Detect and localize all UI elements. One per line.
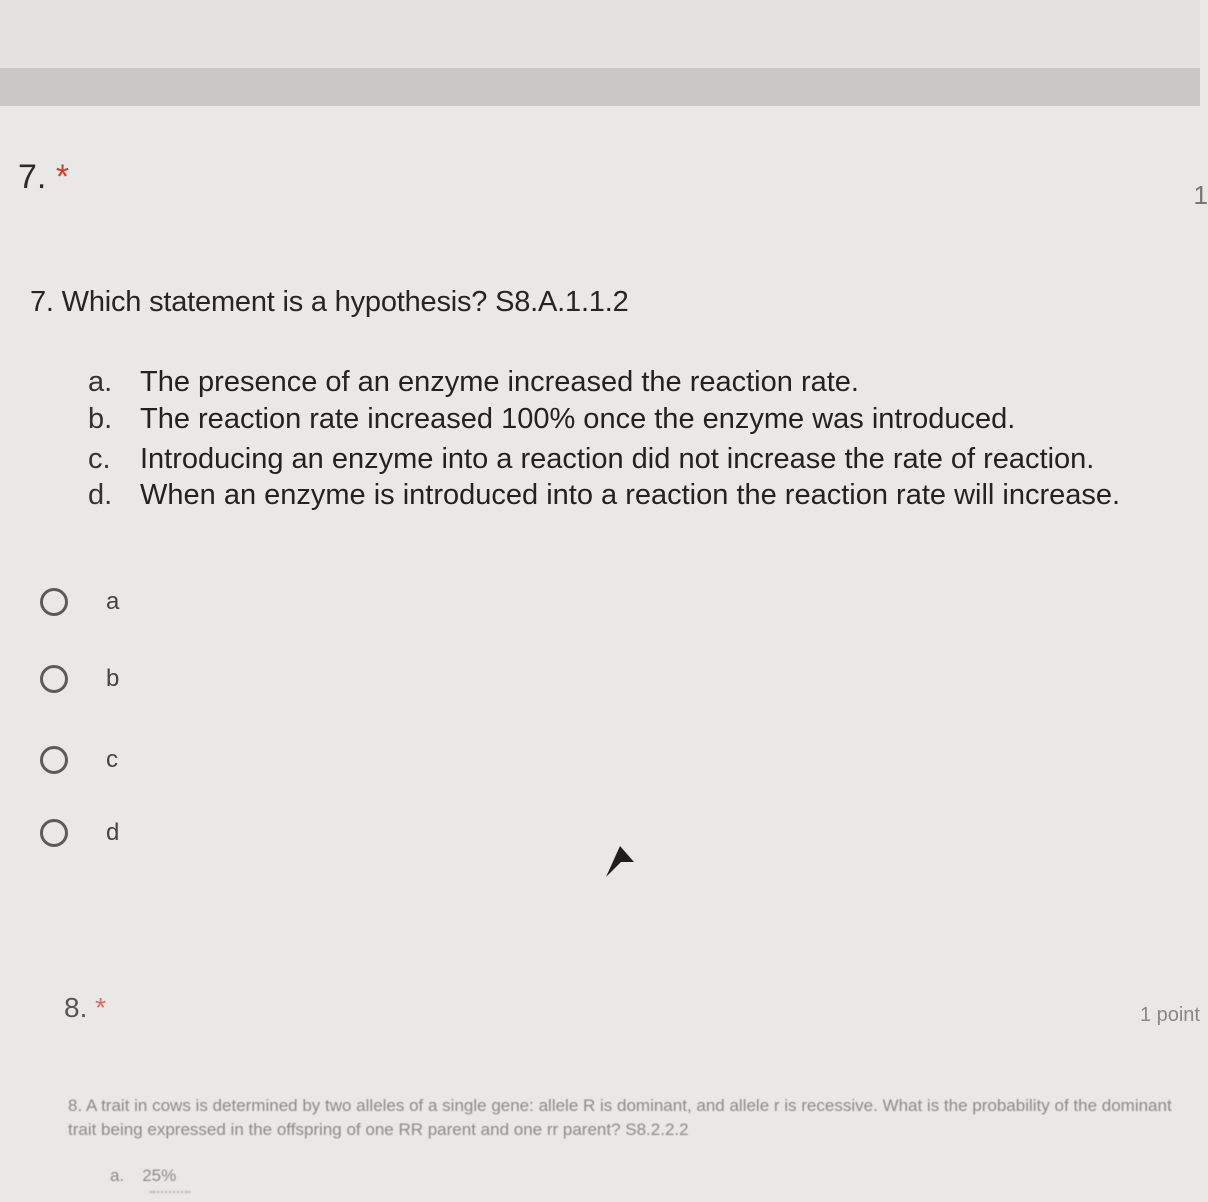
statement-b-letter: b. <box>88 403 113 435</box>
question-8-statement-a-text: 25% <box>142 1166 177 1185</box>
question-8-number <box>64 992 106 1024</box>
question-8-statement-a-letter: a. <box>110 1166 125 1185</box>
page-top-area <box>0 0 1200 68</box>
answer-option-d-label: d <box>106 819 120 846</box>
radio-button-a[interactable] <box>40 588 68 616</box>
answer-option-a[interactable] <box>40 582 119 622</box>
radio-button-b[interactable] <box>40 665 68 693</box>
answer-option-b[interactable] <box>40 659 119 699</box>
question-8-text: 8. A trait in cows is determined by two alleles of a single gene: allele R is dominant, and allele r is recessive. What is the probability of the dominant trait being expressed in the offspring of one RR parent and one rr parent? S8.2.2.2 <box>68 1096 1172 1139</box>
answer-option-c[interactable] <box>40 740 118 780</box>
answer-option-b-label: b <box>106 665 120 692</box>
statement-a-text: The presence of an enzyme increased the reaction rate. <box>140 366 859 398</box>
statement-c-text: Introducing an enzyme into a reaction did not increase the rate of reaction. <box>140 443 1095 475</box>
question-7-points: 1 <box>1193 180 1208 210</box>
question-7-title: 7. Which statement is a hypothesis? S8.A.1.1.2 <box>30 286 629 318</box>
answer-option-a-label: a <box>106 588 120 615</box>
form-header-bar <box>0 68 1200 106</box>
statement-c-letter: c. <box>88 443 111 475</box>
answer-option-d[interactable] <box>40 813 119 853</box>
mouse-pointer-icon <box>600 842 640 882</box>
statement-c <box>88 443 1094 476</box>
radio-button-c[interactable] <box>40 746 68 774</box>
answer-option-c-label: c <box>106 746 118 773</box>
statement-d-letter: d. <box>88 479 113 511</box>
question-8-points: 1 point <box>1139 1004 1200 1026</box>
statement-d-text: When an enzyme is introduced into a reaction the reaction rate will increase. <box>140 479 1121 511</box>
statement-d <box>88 479 1120 512</box>
question-8-statement-a <box>110 1166 176 1186</box>
question-7-number <box>18 158 69 197</box>
statement-a-letter: a. <box>88 366 113 398</box>
radio-button-d[interactable] <box>40 819 68 847</box>
statement-b <box>88 403 1015 436</box>
required-asterisk: * <box>95 992 107 1023</box>
question-7-number-text: 7. <box>18 158 47 196</box>
required-asterisk: * <box>55 158 70 196</box>
question-8-number-text: 8. <box>64 992 88 1023</box>
cut-off-text <box>150 1191 190 1202</box>
statement-b-text: The reaction rate increased 100% once the enzyme was introduced. <box>140 403 1016 435</box>
statement-a <box>88 366 859 399</box>
